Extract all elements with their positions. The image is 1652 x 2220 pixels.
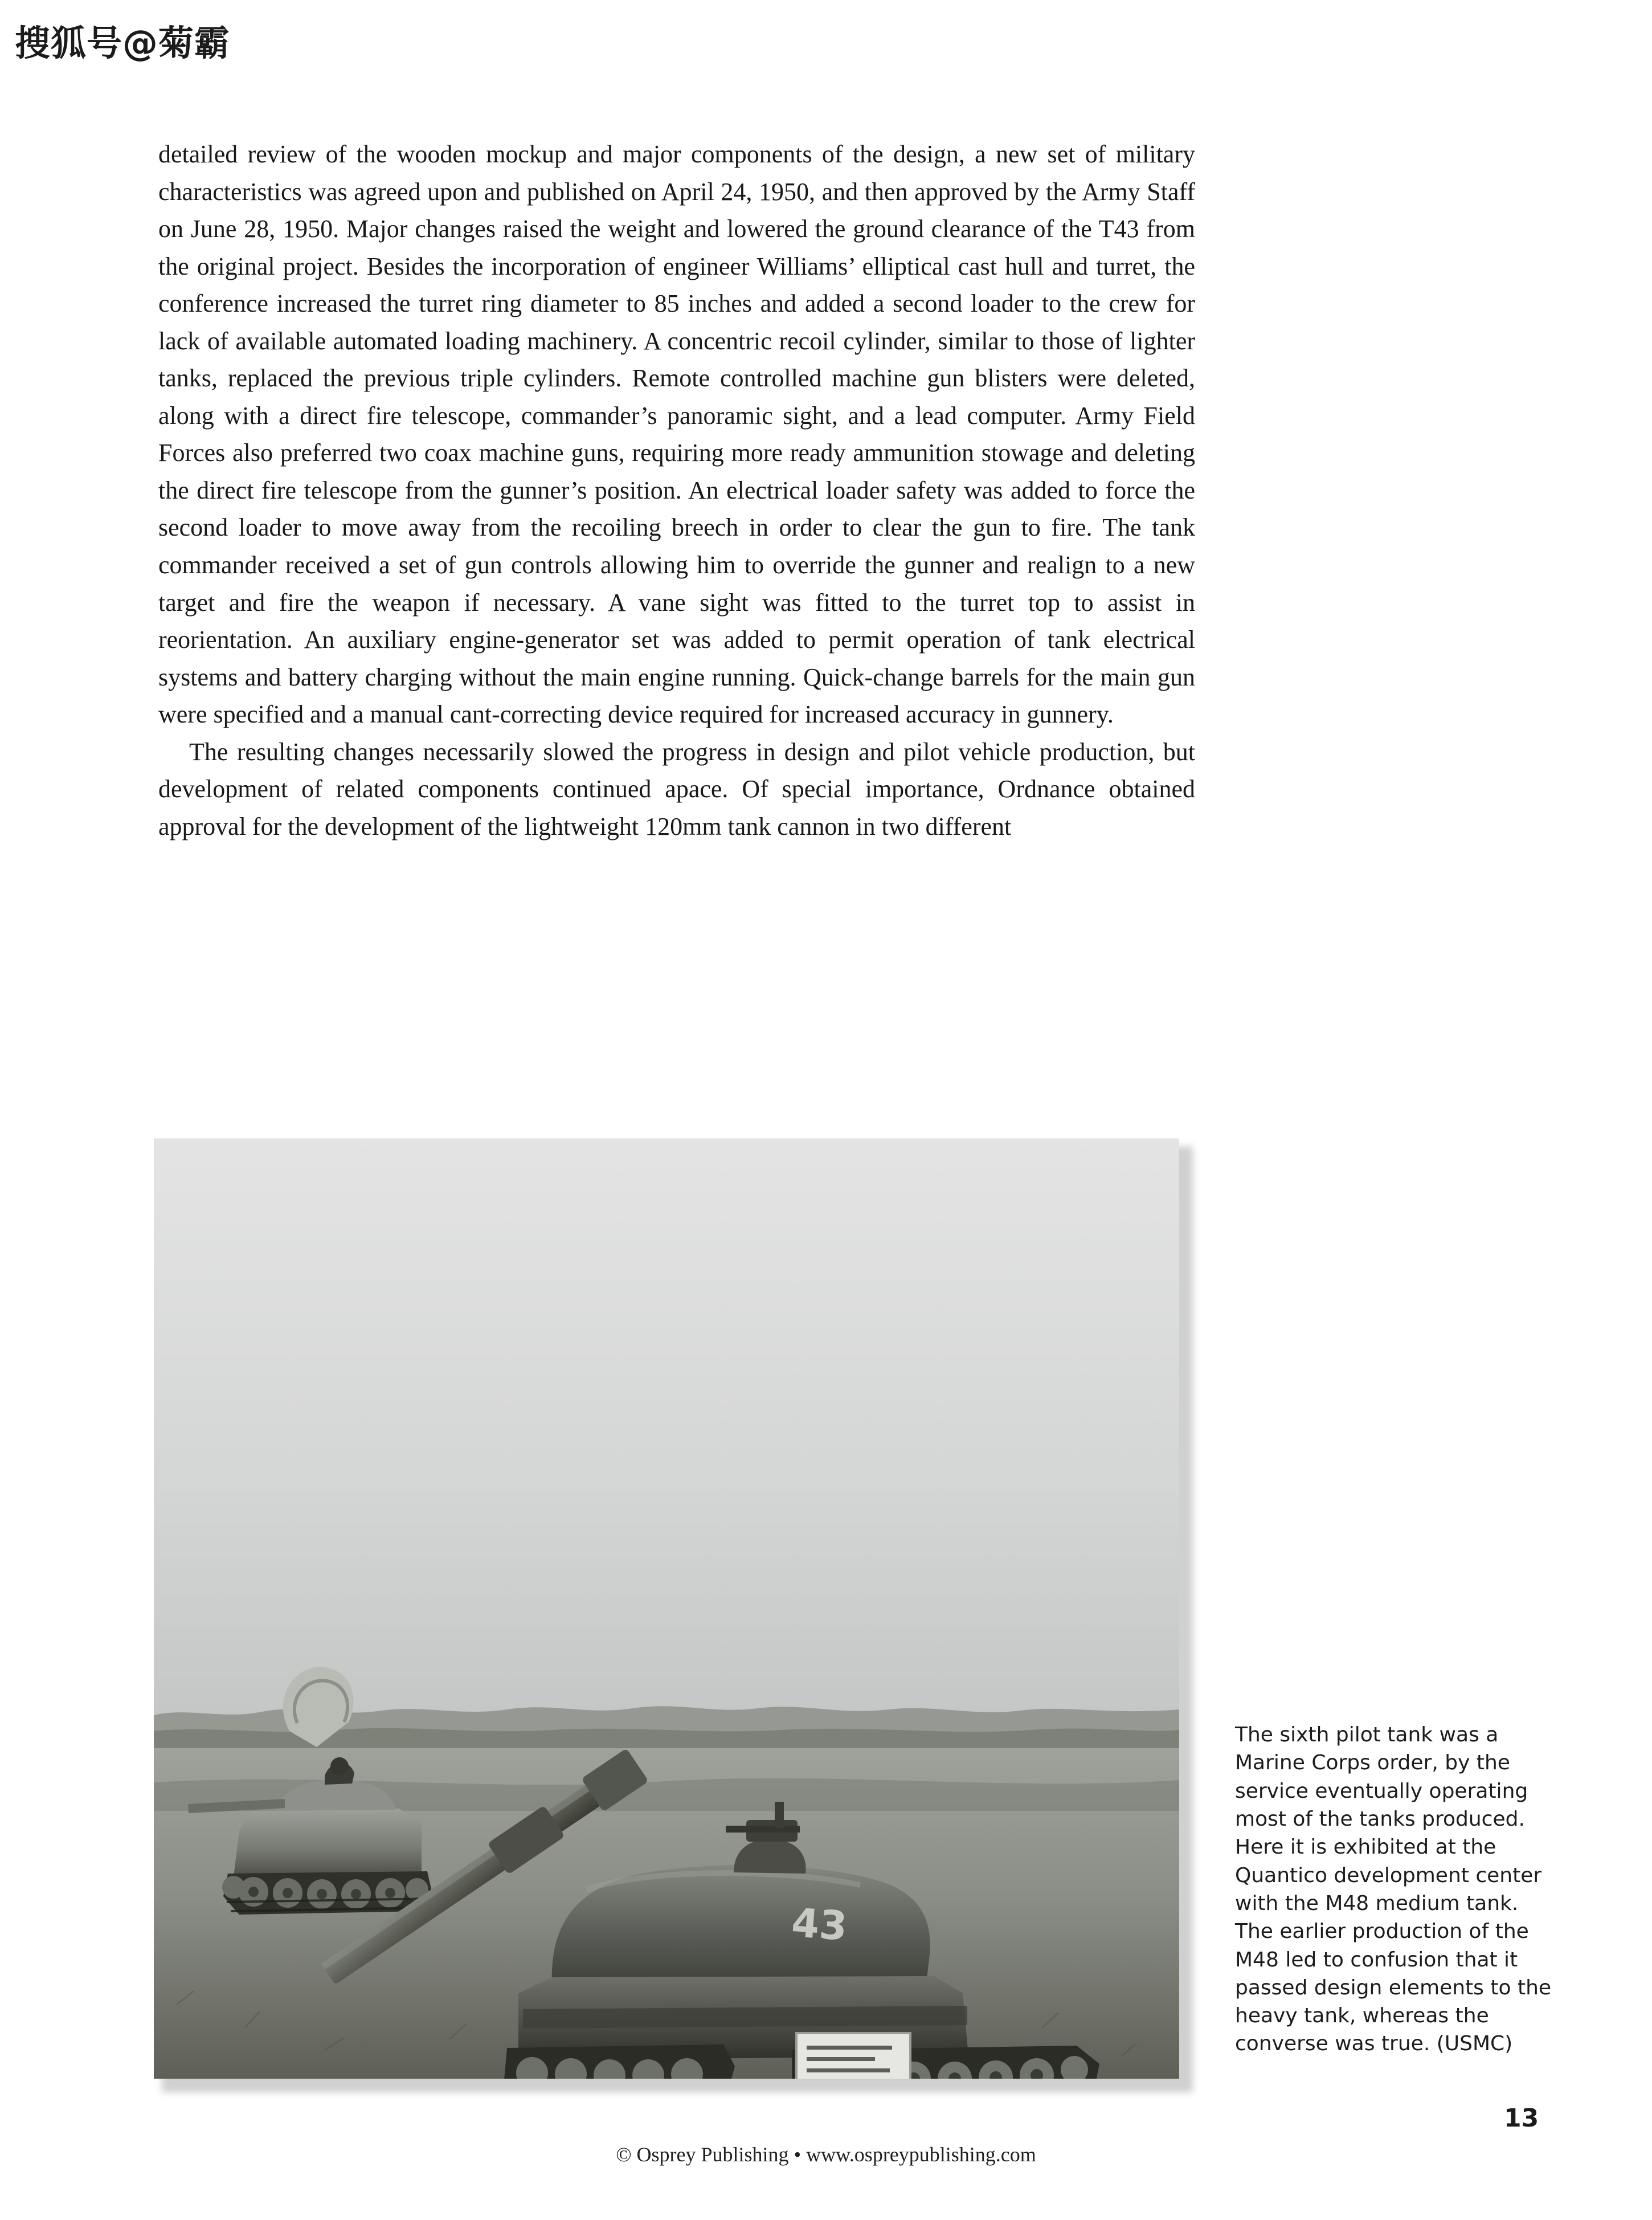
figure-caption: The sixth pilot tank was a Marine Corps order, by the service eventually operating most of the tanks produced. Here it is exhibited at the Quantico development center with the M48 medium tank. The earlier production of the M48 led to confusion that it passed design elements to the heavy tank, whereas the converse was true. (USMC) <box>1235 1723 1552 2056</box>
figure-container <box>154 1138 1191 2089</box>
paragraph-1: detailed review of the wooden mockup and major components of the design, a new set of military characteristics was agreed upon and published on April 24, 1950, and then approved by the Army Staff on June 28, 1950. Major changes raised the weight and lowered the ground clearance of the T43 from the original project. Besides the incorporation of engineer Williams’ elliptical cast hull and turret, the conference increased the turret ring diameter to 85 inches and added a second loader to the crew for lack of available automated loading machinery. A concentric recoil cylinder, similar to those of lighter tanks, replaced the previous triple cylinders. Remote controlled machine gun blisters were deleted, along with a direct fire telescope, commander’s panoramic sight, and a lead computer. Army Field Forces also preferred two coax machine guns, requiring more ready ammunition stowage and deleting the direct fire telescope from the gunner’s position. An electrical loader safety was added to force the second loader to move away from the recoiling breech in order to clear the gun to fire. The tank commander received a set of gun controls allowing him to override the gunner and realign to a new target and fire the weapon if necessary. A vane sight was fitted to the turret top to assist in reorientation. An auxiliary engine-generator set was added to permit operation of tank electrical systems and battery charging without the main engine running. Quick-change barrels for the main gun were specified and a manual cant-correcting device required for increased accuracy in gunnery. <box>158 140 1195 729</box>
body-text-column <box>158 136 1195 845</box>
watermark-text: 搜狐号@菊霸 <box>15 22 231 64</box>
display-placard <box>796 2033 910 2079</box>
page-number: 13 <box>1504 2104 1539 2133</box>
publisher-credit: © Osprey Publishing • www.ospreypublishing.com <box>616 2143 1036 2166</box>
paragraph-2: The resulting changes necessarily slowed the progress in design and pilot vehicle production, but development of related components continued apace. Of special importance, Ordnance obtained approval for the development of the lightweight 120mm tank cannon in two different <box>158 737 1195 840</box>
tank-photograph <box>154 1138 1179 2079</box>
svg-text:43: 43 <box>790 1899 849 1950</box>
